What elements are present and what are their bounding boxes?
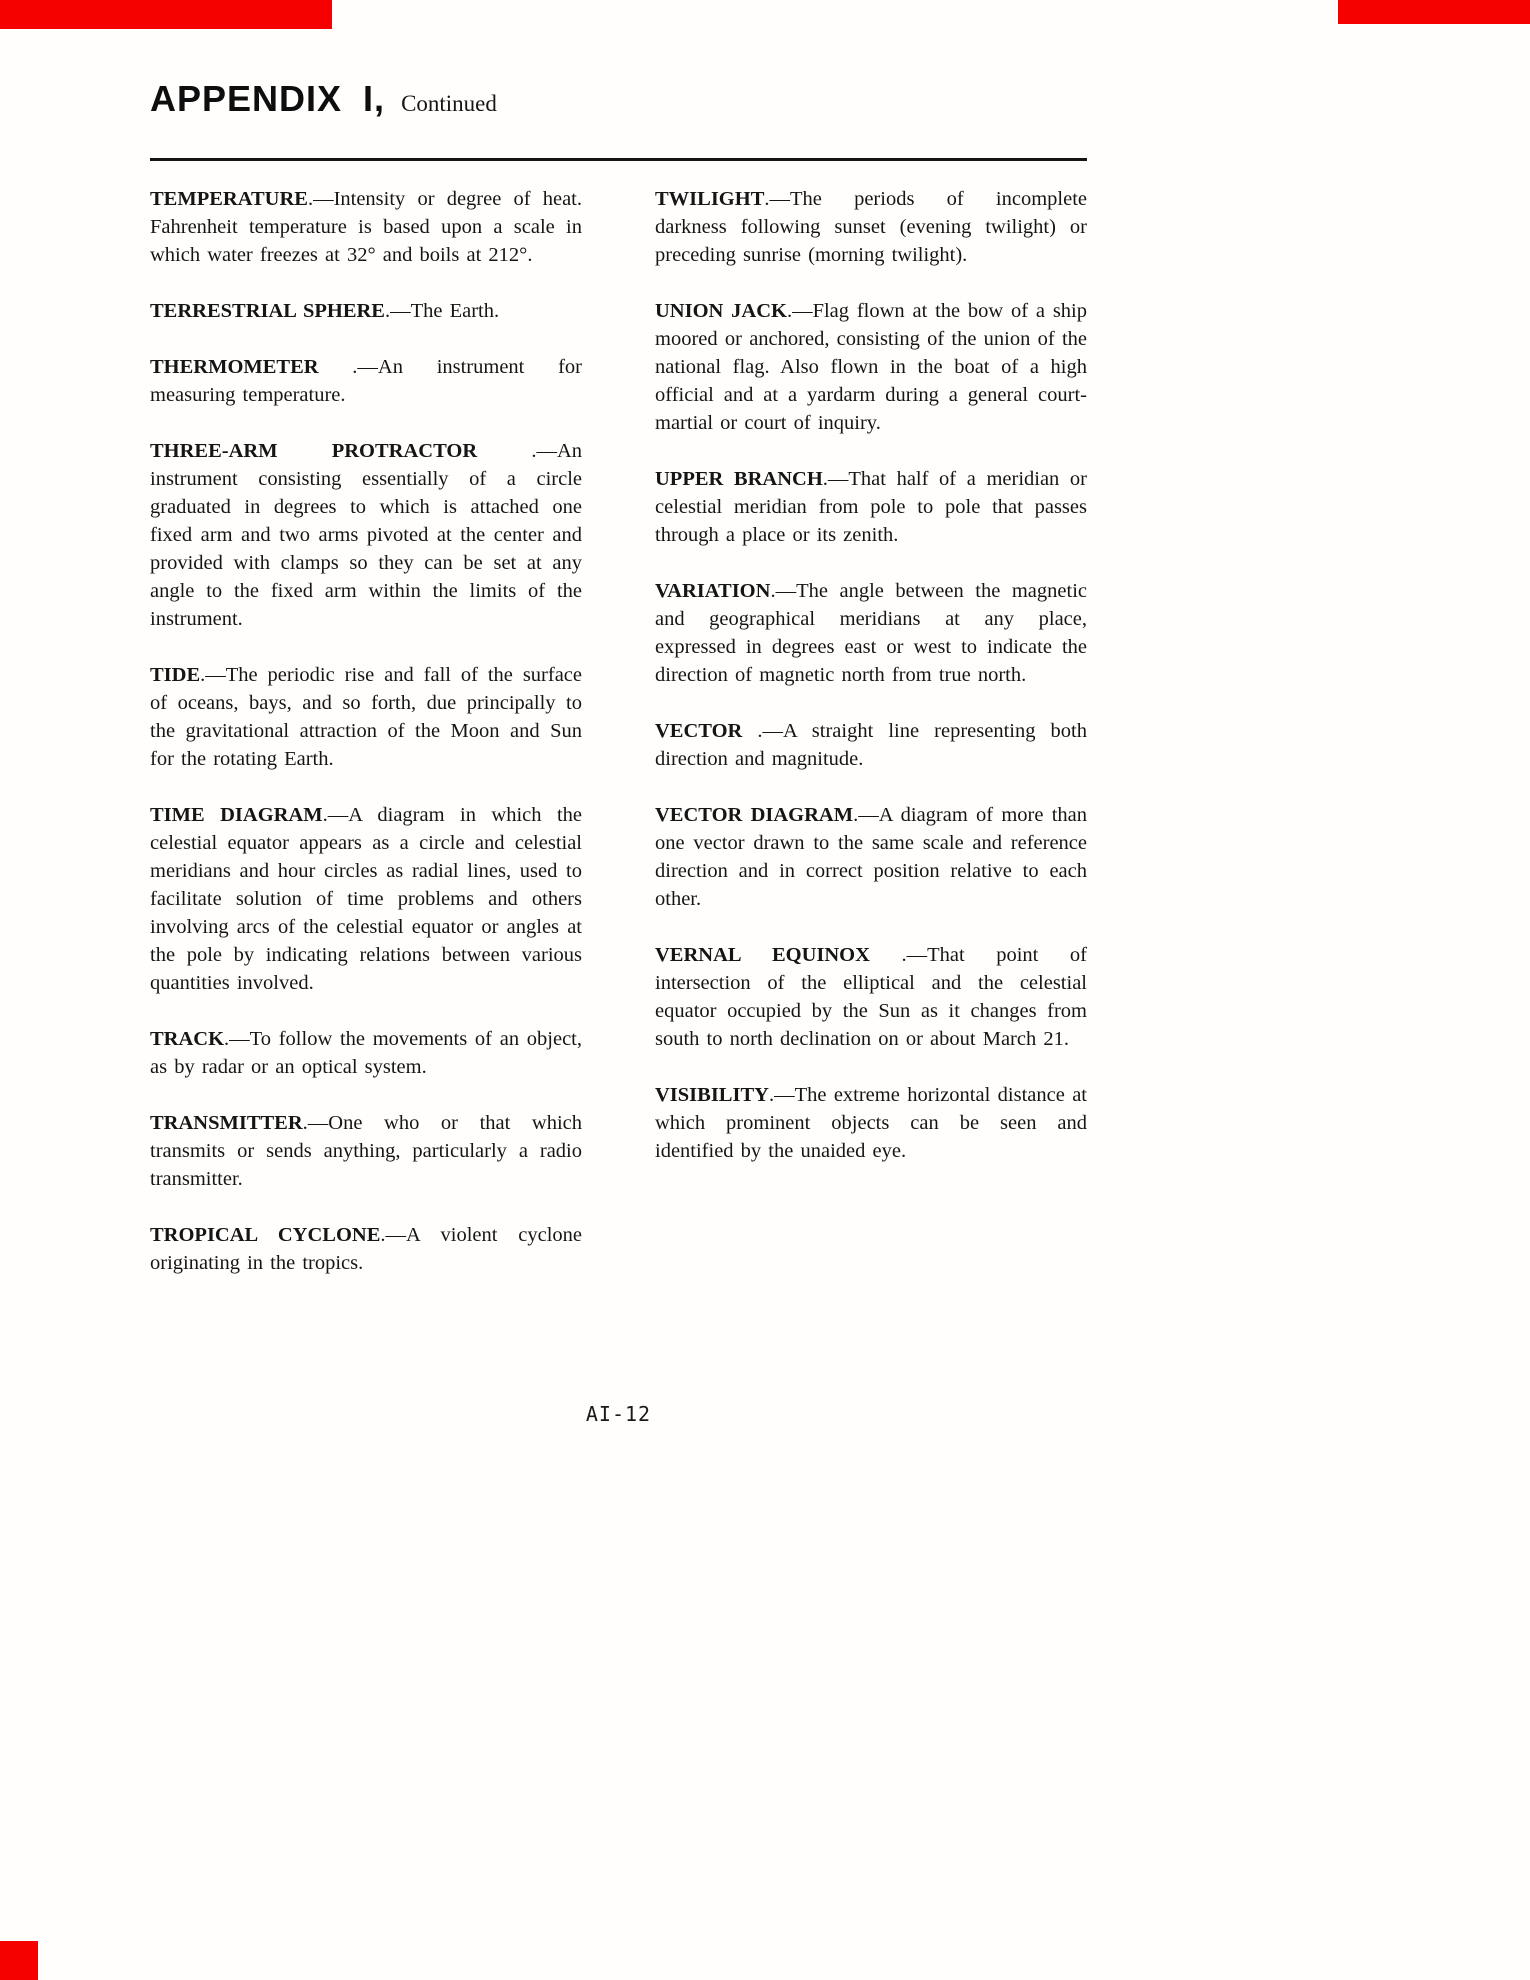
glossary-entry [150, 1025, 582, 1081]
page-header [150, 78, 1087, 120]
glossary-entry [150, 1221, 582, 1277]
glossary-separator: .— [869, 944, 928, 966]
glossary-entry [150, 185, 582, 269]
glossary-term: TERRESTRIAL SPHERE [150, 300, 385, 322]
glossary-definition: A diagram in which the celestial equator appears as a circle and celestial meridians and hour circles as radial lines, used to facilitate solution of time problems and others involving arcs of the celestial equator or angles at the pole by indicating relations between various quantities involved. [150, 804, 582, 994]
glossary-definition: The Earth. [410, 300, 500, 322]
glossary-definition: An instrument consisting essentially of a circle graduated in degrees to which is attached one fixed arm and two arms pivoted at the center and provided with clamps so they can be set at any angle to the fixed arm within the limits of the instrument. [150, 440, 582, 630]
glossary-definition: A diagram of more than one vector drawn to the same scale and reference direction and in correct position relative to each other. [655, 804, 1087, 910]
glossary-entry [655, 1081, 1087, 1165]
glossary-separator: .— [477, 440, 557, 462]
glossary-term: VECTOR [655, 720, 743, 742]
glossary-entry [150, 437, 582, 633]
page-number: AI-12 [585, 1402, 652, 1426]
glossary-separator: .— [770, 580, 797, 602]
glossary-definition: That half of a meridian or celestial meridian from pole to pole that passes through a place or its zenith. [655, 468, 1087, 546]
glossary-entry [655, 465, 1087, 549]
glossary-separator: .— [302, 1112, 329, 1134]
glossary-definition: A violent cyclone originating in the tropics. [150, 1224, 582, 1274]
glossary-term: TRACK [150, 1028, 225, 1050]
glossary-entry [655, 717, 1087, 773]
glossary-separator: .— [786, 300, 813, 322]
header-rule [150, 158, 1087, 161]
glossary-entry [655, 801, 1087, 913]
glossary-term: UNION JACK [655, 300, 787, 322]
glossary-entry [150, 353, 582, 409]
glossary-definition: The extreme horizontal distance at which prominent objects can be seen and identified by the unaided eye. [655, 1084, 1087, 1162]
glossary-separator: .— [742, 720, 784, 742]
glossary-definition: The angle between the magnetic and geographical meridians at any place, expressed in degrees east or west to indicate the direction of magnetic north from true north. [655, 580, 1087, 686]
glossary-definition: Flag flown at the bow of a ship moored or anchored, consisting of the union of the national flag. Also flown in the boat of a high official and at a yardarm during a general court-martial or court of inquiry. [655, 300, 1087, 434]
page-content [150, 78, 1087, 1305]
glossary-separator: .— [384, 300, 411, 322]
glossary-definition: One who or that which transmits or sends anything, particularly a radio transmitter. [150, 1112, 582, 1190]
glossary-term: UPPER BRANCH [655, 468, 823, 490]
glossary-definition: A straight line representing both direction and magnitude. [655, 720, 1088, 770]
glossary-definition: That point of intersection of the elliptical and the celestial equator occupied by the Sun as it changes from south to north declination on or about March 21. [655, 944, 1087, 1050]
glossary-column-right [655, 185, 1087, 1305]
scan-edge-top-left [0, 0, 332, 29]
appendix-subtitle: Continued [401, 91, 497, 116]
glossary-term: TEMPERATURE [150, 188, 308, 210]
glossary-separator: .— [853, 804, 879, 826]
glossary-definition: Intensity or degree of heat. Fahrenheit temperature is based upon a scale in which water freezes at 32° and boils at 212°. [150, 188, 582, 266]
glossary-entry [150, 661, 582, 773]
glossary-term: VERNAL EQUINOX [655, 944, 870, 966]
glossary-definition: The periodic rise and fall of the surface of oceans, bays, and so forth, due principally to the gravitational attraction of the Moon and Sun for the rotating Earth. [150, 664, 582, 770]
glossary-separator: .— [322, 804, 349, 826]
glossary-separator: .— [768, 1084, 795, 1106]
glossary-term: VECTOR DIAGRAM [655, 804, 854, 826]
glossary-separator: .— [822, 468, 849, 490]
glossary-definition: The periods of incomplete darkness following sunset (evening twilight) or preceding sunrise (morning twilight). [655, 188, 1087, 266]
glossary-definition: To follow the movements of an object, as by radar or an optical system. [150, 1028, 582, 1078]
glossary-term: TIDE [150, 664, 201, 686]
glossary-entry [655, 577, 1087, 689]
glossary-separator: .— [380, 1224, 407, 1246]
glossary-term: VARIATION [655, 580, 771, 602]
glossary-entry [150, 297, 582, 325]
glossary-separator: .— [764, 188, 790, 210]
glossary-entry [655, 941, 1087, 1053]
glossary-separator: .— [318, 356, 378, 378]
scan-edge-bottom-left [0, 1941, 38, 1980]
glossary-entry [150, 1109, 582, 1193]
glossary-term: VISIBILITY [655, 1084, 769, 1106]
glossary-term: TRANSMITTER [150, 1112, 303, 1134]
glossary-entry [655, 297, 1087, 437]
glossary-term: TROPICAL CYCLONE [150, 1224, 381, 1246]
glossary-entry [150, 801, 582, 997]
appendix-title: APPENDIX I, [150, 78, 386, 119]
glossary [150, 185, 1087, 1305]
glossary-definition: An instrument for measuring temperature. [150, 356, 582, 406]
glossary-separator: .— [307, 188, 334, 210]
glossary-separator: .— [224, 1028, 250, 1050]
glossary-term: THREE-ARM PROTRACTOR [150, 440, 478, 462]
glossary-column-left [150, 185, 582, 1305]
glossary-term: THERMOMETER [150, 356, 319, 378]
glossary-separator: .— [200, 664, 226, 686]
scan-edge-top-right [1338, 0, 1530, 24]
glossary-term: TWILIGHT [655, 188, 765, 210]
glossary-term: TIME DIAGRAM [150, 804, 323, 826]
glossary-entry [655, 185, 1087, 269]
